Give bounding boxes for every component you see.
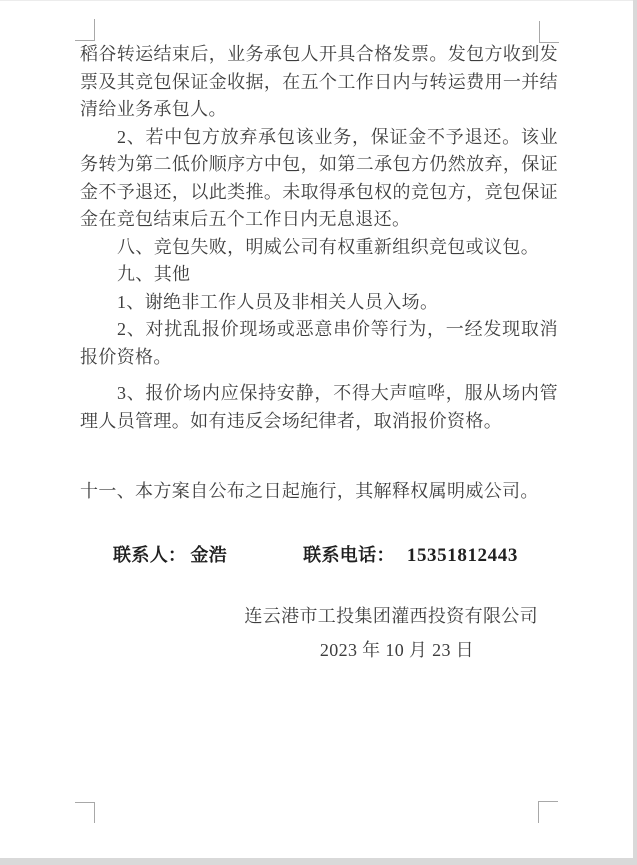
crop-mark-bottom-left-icon [75,802,95,823]
contact-person-label: 联系人： [113,544,187,565]
contact-phone-label: 联系电话： [303,544,395,565]
paragraph-section-9: 九、其他 [117,264,191,284]
paragraph-rule-1: 1、谢绝非工作人员及非相关人员入场。 [117,291,439,312]
paragraph-section-8: 八、竞包失败，明威公司有权重新组织竞包或议包。 [117,236,540,257]
paragraph-rule-2: 2、对扰乱报价现场或恶意串价等行为，一经发现取消报价资格。 [80,319,558,367]
contact-person-name: 金浩 [190,544,228,565]
paragraph-rule-3: 3、报价场内应保持安静，不得大声喧哗，服从场内管理人员管理。如有违反会场纪律者，取消报价资格。 [80,383,558,431]
crop-mark-bottom-right-icon [538,801,558,823]
crop-mark-top-left-icon [75,19,95,41]
paragraph-section-11: 十一、本方案自公布之日起施行，其解释权属明威公司。 [80,481,539,501]
paragraph-deposit-forfeit: 2、若中包方放弃承包该业务，保证金不予退还。该业务转为第二低价顺序方中包，如第二承包方仍然放弃，保证金不予退还，以此类推。未取得承包权的竞包方，竞包保证金在竞包结束后五个工作日内无息退还。 [80,126,558,229]
document-body [80,41,558,664]
signature-date: 2023 年 10 月 23 日 [319,639,474,660]
paragraph-settlement: 稻谷转运结束后，业务承包人开具合格发票。发包方收到发票及其竞包保证金收据，在五个工作日内与转运费用一并结清给业务承包人。 [80,44,558,119]
crop-mark-top-right-icon [539,21,559,43]
signature-company: 连云港市工投集团灌西投资有限公司 [244,606,538,626]
contact-line [80,542,558,570]
contact-phone-number: 15351812443 [406,544,518,566]
